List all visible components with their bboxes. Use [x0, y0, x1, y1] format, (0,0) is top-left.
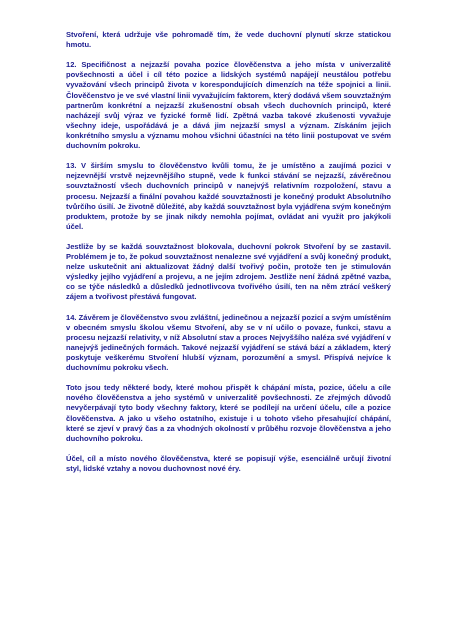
paragraph-blocked-correlation: Jestliže by se každá souvztažnost blokovala, duchovní pokrok Stvoření by se zastavil. Problémem je to, že pokud souvztažnost nenalezne své vyjádření a svůj konečný produkt, nelze uskutečnit ani aktualizovat žádný další tvořivý počin, protože ten je stimulován výsledky jejího vyjádření a projevu, a ne jejím zdrojem. Jestliže není žádná zpětné vazba, co se týče následků a důsledků jednotlivcova tvořivého úsilí, ten na něm ztrácí veškerý zájem a tvořivost přestává fungovat.	[66, 241, 391, 302]
paragraph-14: 14. Závěrem je člověčenstvo svou zvláštní, jedinečnou a nejzazší pozicí a svým umístěním v obecném smyslu školou všemu Stvoření, aby se v ní učilo o povaze, funkci, stavu a procesu nejzazší relativity, v níž Absolutní stav a proces Nejvyššího naléza své vyjádření v nanejvýš jedinečných formách. Takové nejzazší vyjádření se stává bází a základem, který poskytuje veškerému Stvoření hlubší význam, porozumění a smysl. Přispívá nejvíce k duchovnímu pokroku všech.	[66, 312, 391, 373]
paragraph-12: 12. Specifičnost a nejzazší povaha pozice člověčenstva a jeho místa v univerzalitě povšechnosti a účel i cíl této pozice a lidských systémů napájejí neustálou potřebu vyvažování všech principů života v korespondujících dimenzích na téže spojnici a linii. Člověčenstvo je ve své vlastní linii vyvažujícím faktorem, který dodává všem souvztažným partnerům konkrétní a nejzazší zkušenostní obsah všech duchovních principů, které nacházejí svůj výraz ve fyzické formě lidí. Zpětná vazba takové zkušenosti vyvažuje všechny ideje, uspořádává je a dává jim nejzazší smysl a význam. Získáním jejich konkrétního smyslu a významu mohou všichni účastníci na této linii postupovat ve svém duchovním pokroku.	[66, 60, 391, 151]
paragraph-continuation: Stvoření, která udržuje vše pohromadě tím, že vede duchovní plynutí skrze statickou hmotu.	[66, 30, 391, 50]
paragraph-summary: Toto jsou tedy některé body, které mohou přispět k chápání místa, pozice, účelu a cíle nového člověčenstva a jeho systémů v univerzalitě povšechnosti. Ze zřejmých důvodů nevyčerpávají tyto body všechny faktory, které se podílejí na určení účelu, cíle a pozice člověčenstva. A jako u všeho ostatního, existuje i u tohoto všeho přesahující chápání, které se zjeví v pravý čas a za vhodných okolností v průběhu rozvoje člověčenstva a jeho duchovního pokroku.	[66, 383, 391, 443]
paragraph-13: 13. V širším smyslu to člověčenstvo kvůli tomu, že je umístěno a zaujímá pozici v nejzevnější vrstvě nejzevnějšího stupně, vede k funkci stávání se nejzazší, závěrečnou souvztažností všech duchovních principů v nanejvýš relativním rozpoložení, stavu a procesu. Nejzazší a finální povahou každé souvztažnosti je konečný produkt Absolutního tvůrčího úsilí. Je životně důležité, aby každá souvztažnost byla vyjádřena svým konečným produktem, protože by se jinak nikdy nemohla pojímat, ovládat ani využít pro jakýkoli účel.	[66, 161, 391, 231]
document-body	[66, 30, 391, 484]
paragraph-conclusion: Účel, cíl a místo nového člověčenstva, které se popisují výše, esenciálně určují životní styl, lidské vztahy a novou duchovnost nové éry.	[66, 453, 391, 474]
